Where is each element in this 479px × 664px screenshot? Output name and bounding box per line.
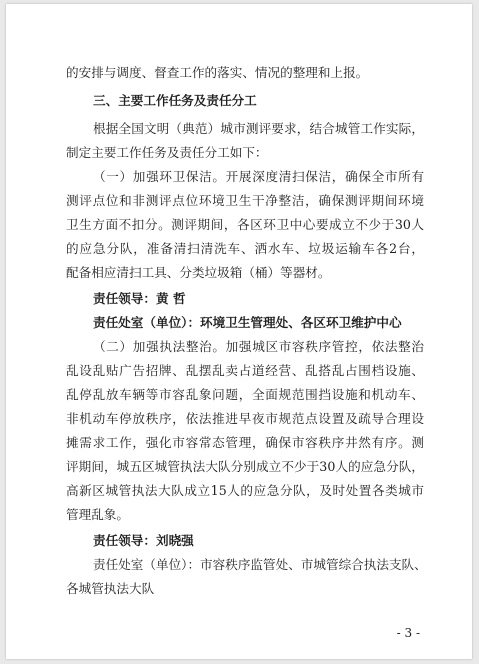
paragraph-line: 的应急分队，准备清扫清洗车、洒水车、垃圾运输车各2台， <box>66 241 424 256</box>
paragraph-line: 根据全国文明（典范）城市测评要求，结合城管工作实际， <box>93 121 424 136</box>
paragraph-line: 高新区城管执法大队成立15人的应急分队，及时处置各类城市 <box>66 483 424 498</box>
paragraph-line: 乱设乱贴广告招牌、乱摆乱卖占道经营、乱搭乱占围档设施、 <box>66 363 424 378</box>
paragraph-line: 评期间，城五区城管执法大队分别成立不少于30人的应急分队， <box>66 459 424 474</box>
responsible-department: 责任处室（单位）：市容秩序监管处、市城管综合执法支队、 <box>93 557 427 572</box>
paragraph-line: 配备相应清扫工具、分类垃圾箱（桶）等器材。 <box>66 265 331 280</box>
subsection-first-line: （一）加强环卫保洁。开展深度清扫保洁，确保全市所有 <box>93 169 424 184</box>
paragraph-line: 摊需求工作，强化市容常态管理，确保市容秩序井然有序。测 <box>66 435 424 450</box>
paragraph-line: 非机动车停放秩序，依法推进早夜市规范点设置及疏导合理设 <box>66 411 424 426</box>
paragraph-line: 的安排与调度、督查工作的落实、情况的整理和上报。 <box>66 65 369 80</box>
page-number: - 3 - <box>396 626 420 640</box>
paragraph-line: 制定主要工作任务及责任分工如下： <box>66 145 268 160</box>
paragraph-line: 卫生方面不扣分。测评期间，各区环卫中心要成立不少于30人 <box>66 217 424 232</box>
responsible-leader: 责任领导：刘晓强 <box>93 533 194 548</box>
paragraph-line: 测评点位和非测评点位环境卫生干净整洁，确保测评期间环境 <box>66 193 424 208</box>
paragraph-line: 乱停乱放车辆等市容乱象问题，全面规范围挡设施和机动车、 <box>66 387 424 402</box>
section-heading: 三、主要工作任务及责任分工 <box>93 93 257 108</box>
responsible-department: 责任处室（单位）：环境卫生管理处、各区环卫维护中心 <box>93 315 402 330</box>
subsection-first-line: （二）加强执法整治。加强城区市容秩序管控，依法整治 <box>93 339 424 354</box>
document-page <box>6 4 472 659</box>
responsible-leader: 责任领导：黄 哲 <box>93 291 186 306</box>
paragraph-line: 管理乱象。 <box>66 507 129 522</box>
paragraph-line: 各城管执法大队 <box>66 581 155 596</box>
